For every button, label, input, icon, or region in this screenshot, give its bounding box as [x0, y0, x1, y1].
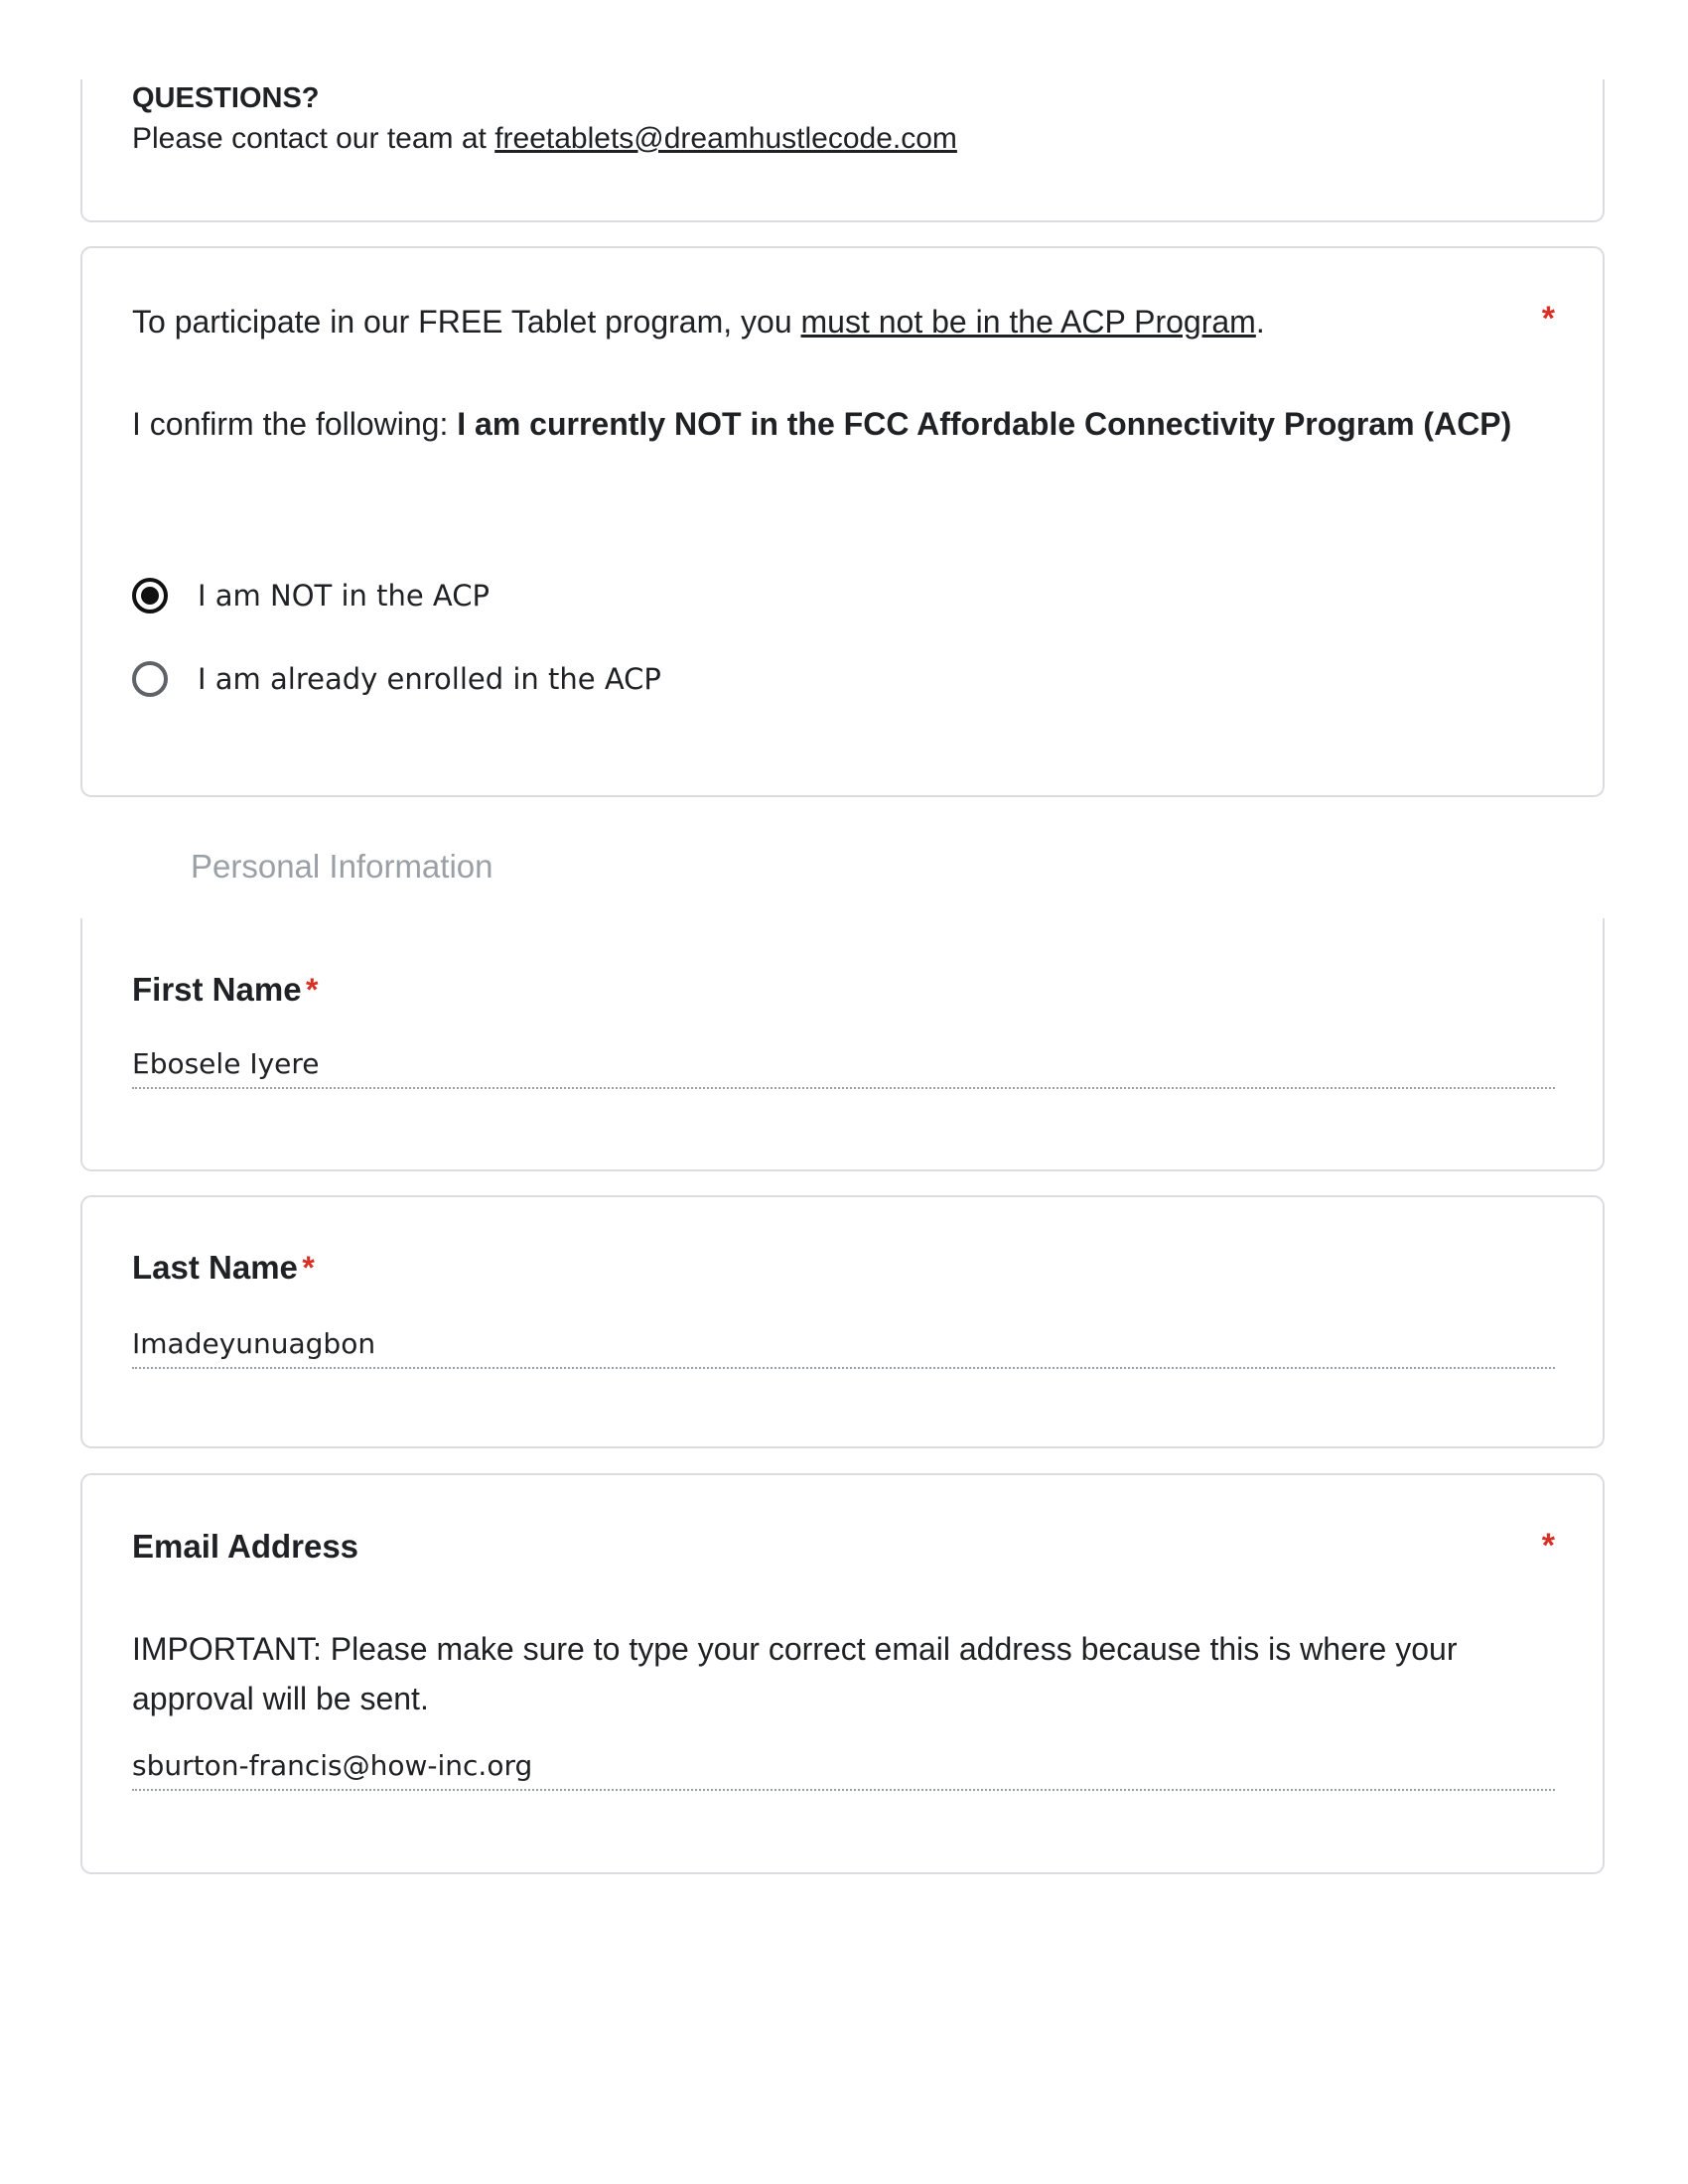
questions-card [80, 79, 1605, 222]
radio-unselected-icon[interactable] [132, 661, 168, 697]
email-card [80, 1473, 1605, 1874]
acp-confirm-statement: I am currently NOT in the FCC Affordable Connectivity Program (ACP) [457, 406, 1512, 442]
radio-label-not-in-acp: I am NOT in the ACP [198, 579, 490, 613]
section-title-personal-information: Personal Information [191, 848, 493, 885]
last-name-label: Last Name [132, 1249, 298, 1286]
contact-email-link[interactable]: freetablets@dreamhustlecode.com [494, 122, 957, 155]
contact-prefix: Please contact our team at [132, 122, 495, 155]
required-asterisk: * [302, 1250, 315, 1286]
contact-line [132, 122, 957, 156]
first-name-card [80, 918, 1605, 1171]
first-name-input[interactable]: Ebosele Iyere [132, 1047, 1555, 1089]
radio-label-enrolled-in-acp: I am already enrolled in the ACP [198, 662, 661, 696]
acp-intro-text [132, 304, 1265, 341]
required-asterisk: * [1541, 300, 1555, 338]
last-name-input[interactable]: Imadeyunuagbon [132, 1327, 1555, 1369]
first-name-label-row [132, 971, 318, 1009]
radio-option-not-in-acp[interactable] [132, 573, 490, 618]
acp-intro-prefix: To participate in our FREE Tablet program, you [132, 304, 801, 340]
email-important-note: IMPORTANT: Please make sure to type your correct email address because this is where your approval will be sent. [132, 1631, 1458, 1716]
acp-question-card [80, 246, 1605, 797]
radio-selected-icon[interactable] [132, 578, 168, 614]
required-asterisk: * [306, 972, 319, 1008]
last-name-label-row [132, 1249, 315, 1287]
acp-confirm-text [132, 399, 1562, 449]
acp-confirm-prefix: I confirm the following: [132, 406, 458, 442]
last-name-card [80, 1195, 1605, 1448]
email-label: Email Address [132, 1528, 359, 1565]
email-input[interactable]: sburton-francis@how-inc.org [132, 1749, 1555, 1791]
acp-program-link[interactable]: must not be in the ACP Program [800, 304, 1256, 340]
first-name-label: First Name [132, 971, 302, 1008]
acp-intro-suffix: . [1255, 304, 1265, 340]
required-asterisk: * [1541, 1527, 1555, 1565]
radio-option-enrolled-in-acp[interactable] [132, 656, 661, 702]
questions-heading: QUESTIONS? [132, 82, 320, 114]
